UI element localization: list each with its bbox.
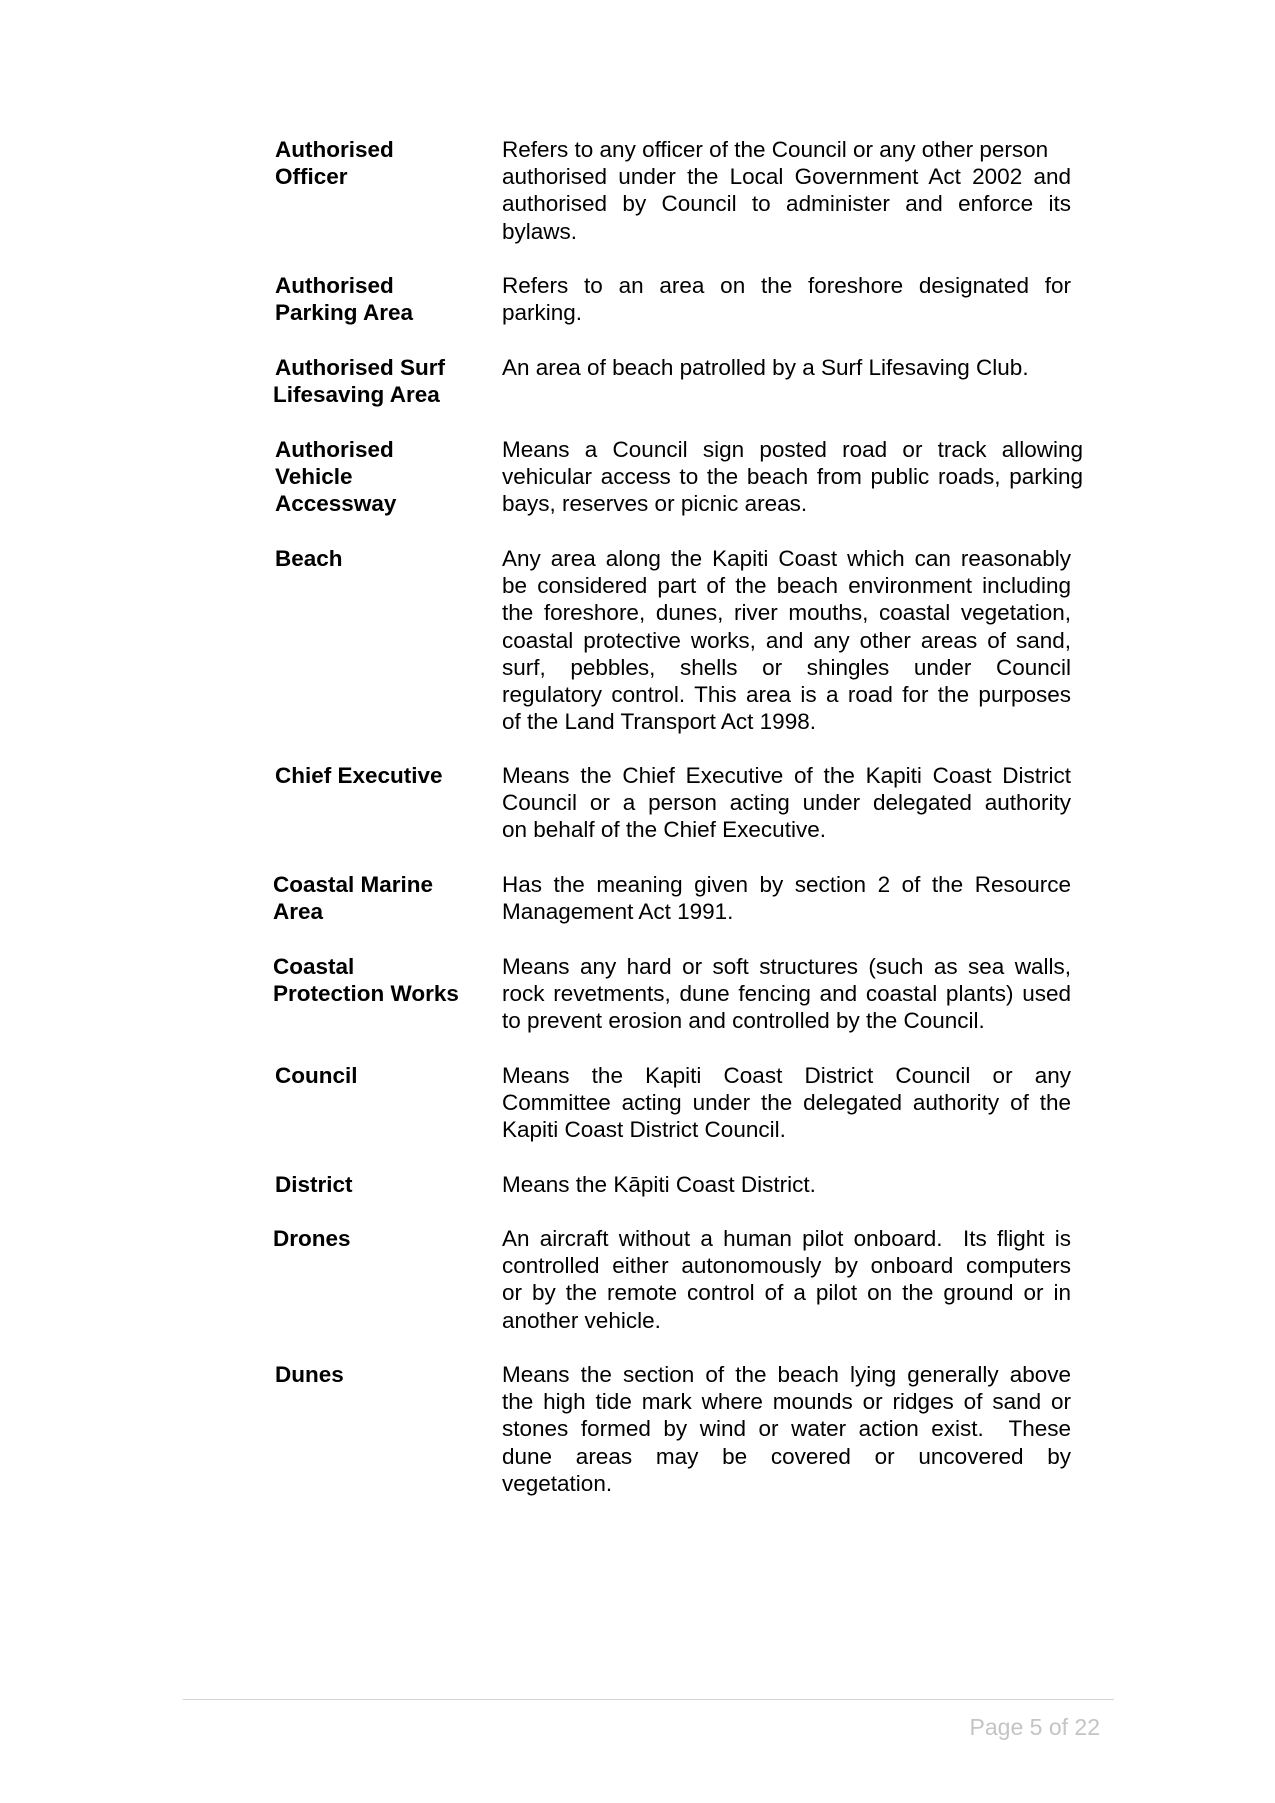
definition-line: bylaws. xyxy=(502,218,578,244)
term xyxy=(275,1062,485,1089)
term xyxy=(275,762,485,789)
definition-line: An aircraft without a human pilot onboard. Its flight is xyxy=(502,1226,1071,1251)
definition-line: authorised by Council to administer and enforce its xyxy=(502,191,1071,217)
definition-text xyxy=(502,871,1071,925)
term-line: Authorised xyxy=(275,437,394,462)
term-line: Drones xyxy=(273,1226,351,1251)
term-line: Authorised Surf xyxy=(275,355,446,380)
term xyxy=(273,354,483,408)
term-line: Coastal xyxy=(273,954,355,979)
definition-line: Has the meaning given by section 2 of the Resource xyxy=(502,872,1071,897)
term-line: Chief Executive xyxy=(275,763,443,788)
term-line: Officer xyxy=(275,164,348,190)
term xyxy=(273,871,483,925)
term-line: Authorised xyxy=(275,137,394,162)
term xyxy=(275,1171,485,1198)
definition-text xyxy=(502,1225,1071,1334)
definition-line: Council or a person acting under delegated authority xyxy=(502,790,1071,816)
term xyxy=(275,1361,485,1388)
definition-text xyxy=(502,136,1071,245)
definition-text xyxy=(502,762,1071,844)
definition-line: Means the Kāpiti Coast District. xyxy=(502,1172,816,1197)
definition-text xyxy=(502,545,1071,735)
term-line: District xyxy=(275,1172,353,1197)
definition-line: Means a Council sign posted road or track allowing xyxy=(502,437,1083,462)
definition-line: be considered part of the beach environment including xyxy=(502,573,1071,599)
definition-text xyxy=(502,1062,1071,1144)
term-line: Parking Area xyxy=(275,300,413,326)
definition-line: another vehicle. xyxy=(502,1307,661,1333)
term-line: Beach xyxy=(275,546,343,571)
definition-line: parking. xyxy=(502,300,583,326)
term xyxy=(273,1225,483,1252)
definition-line: Kapiti Coast District Council. xyxy=(502,1117,786,1143)
definition-line: or by the remote control of a pilot on the ground or in xyxy=(502,1280,1071,1306)
definition-line: rock revetments, dune fencing and coastal plants) used xyxy=(502,981,1071,1007)
definition-line: Refers to any officer of the Council or any other person xyxy=(502,137,1049,162)
term xyxy=(275,136,485,190)
definition-line: on behalf of the Chief Executive. xyxy=(502,817,826,843)
definition-line: Management Act 1991. xyxy=(502,899,734,925)
term-line: Authorised xyxy=(275,273,394,298)
definition-line: regulatory control. This area is a road for the purposes xyxy=(502,682,1071,708)
definition-line: Any area along the Kapiti Coast which can reasonably xyxy=(502,546,1071,571)
definition-line: dune areas may be covered or uncovered by xyxy=(502,1443,1071,1469)
definition-line: Refers to an area on the foreshore designated for xyxy=(502,273,1071,298)
definition-line: Means any hard or soft structures (such as sea walls, xyxy=(502,954,1071,979)
definition-text xyxy=(502,953,1071,1035)
definition-line: bays, reserves or picnic areas. xyxy=(502,491,808,517)
term xyxy=(273,953,483,1007)
definition-line: controlled either autonomously by onboard computers xyxy=(502,1253,1071,1279)
definition-line: vehicular access to the beach from public roads, parking xyxy=(502,464,1083,490)
term-line: Accessway xyxy=(275,491,397,517)
term-line: Area xyxy=(273,899,324,925)
definition-line: Means the Kapiti Coast District Council or any xyxy=(502,1063,1071,1088)
definition-line: stones formed by wind or water action exist. These xyxy=(502,1416,1071,1442)
definition-line: authorised under the Local Government Act 2002 and xyxy=(502,164,1071,190)
definition-text xyxy=(502,354,1071,381)
definition-line: surf, pebbles, shells or shingles under Council xyxy=(502,654,1071,680)
term xyxy=(275,272,485,326)
term-line: Lifesaving Area xyxy=(273,382,440,408)
term-line: Protection Works xyxy=(273,981,459,1007)
definition-line: the high tide mark where mounds or ridges of sand or xyxy=(502,1389,1071,1415)
definition-line: of the Land Transport Act 1998. xyxy=(502,709,816,735)
definition-line: the foreshore, dunes, river mouths, coastal vegetation, xyxy=(502,600,1071,626)
term-line: Vehicle xyxy=(275,464,353,490)
definition-text xyxy=(502,1361,1071,1497)
term xyxy=(275,545,485,572)
term-line: Dunes xyxy=(275,1362,344,1387)
term-line: Coastal Marine xyxy=(273,872,434,897)
term xyxy=(275,436,485,518)
definition-line: Means the Chief Executive of the Kapiti Coast District xyxy=(502,763,1071,788)
definition-text xyxy=(502,436,1083,518)
definition-line: An area of beach patrolled by a Surf Lifesaving Club. xyxy=(502,355,1029,380)
definition-text xyxy=(502,1171,1071,1198)
page-number: Page 5 of 22 xyxy=(969,1714,1100,1740)
definition-text xyxy=(502,272,1071,326)
definition-line: vegetation. xyxy=(502,1470,613,1496)
definition-line: Committee acting under the delegated authority of the xyxy=(502,1090,1071,1116)
term-line: Council xyxy=(275,1063,358,1088)
definition-line: coastal protective works, and any other areas of sand, xyxy=(502,627,1071,653)
definition-line: to prevent erosion and controlled by the Council. xyxy=(502,1008,985,1034)
definition-line: Means the section of the beach lying generally above xyxy=(502,1362,1071,1387)
footer-divider xyxy=(183,1699,1114,1700)
